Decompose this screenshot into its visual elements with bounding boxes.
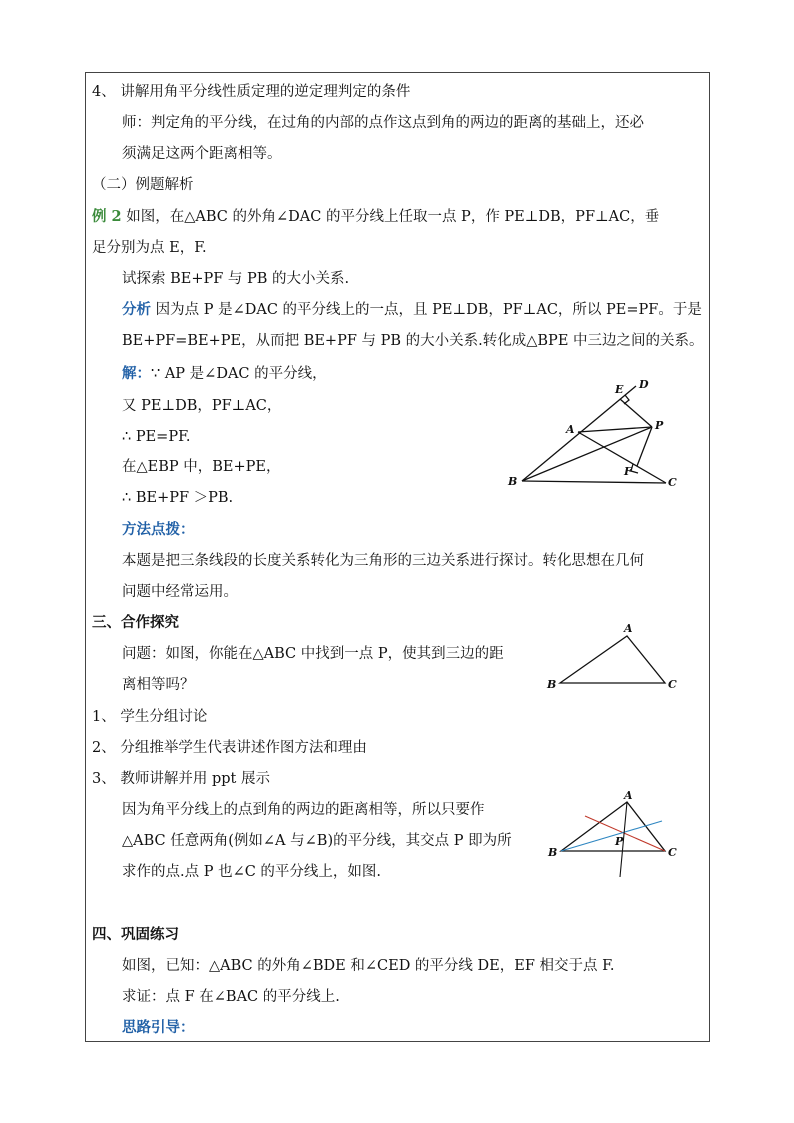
- fig2-label-B: B: [547, 678, 557, 691]
- teacher-note-line-1: 师：判定角的平分线，在过角的内部的点作这点到角的两边的距离的基础上，还必: [122, 115, 644, 131]
- fig1-label-D: D: [639, 378, 649, 391]
- example-text: 如图，在△ABC 的外角∠DAC 的平分线上任取一点 P，作 PE⊥DB，PF⊥AC，垂: [121, 209, 660, 225]
- analysis-line-1: [122, 300, 702, 320]
- item-4: 4、 讲解用角平分线性质定理的逆定理判定的条件: [92, 84, 411, 100]
- fig3-label-A: A: [624, 789, 633, 802]
- solution-line-4: 在△EBP 中，BE+PE，: [122, 459, 281, 475]
- fig1-label-B: B: [508, 475, 518, 488]
- example-figure: [500, 374, 690, 494]
- fig3-bisector-blue: [561, 821, 662, 851]
- fig1-line-BP: [522, 427, 652, 481]
- fig1-label-E: E: [615, 383, 624, 396]
- fig1-label-F: F: [624, 465, 632, 478]
- triangle-figure: [540, 618, 690, 696]
- method-label: 方法点拨：: [122, 521, 195, 538]
- question-line-2: 离相等吗？: [122, 677, 195, 693]
- bisector-figure: [540, 785, 690, 880]
- solution-label: 解：: [122, 365, 151, 382]
- fig2-label-C: C: [668, 678, 677, 691]
- example-line-1: [92, 207, 659, 227]
- method-line-1: 本题是把三条线段的长度关系转化为三角形的三边关系进行探讨。转化思想在几何: [122, 553, 644, 569]
- explain-line-3: 求作的点.点 P 也∠C 的平分线上，如图.: [122, 864, 382, 880]
- analysis-label: 分析: [122, 301, 151, 318]
- section-4-heading: 四、巩固练习: [92, 926, 179, 943]
- exercise-line-1: 如图，已知：△ABC 的外角∠BDE 和∠CED 的平分线 DE，EF 相交于点 F.: [122, 958, 615, 974]
- step-3: 3、 教师讲解并用 ppt 展示: [92, 771, 270, 787]
- hint-label: 思路引导：: [122, 1019, 195, 1036]
- teacher-note-line-2: 须满足这两个距离相等。: [122, 146, 282, 162]
- fig1-line-BC: [522, 481, 666, 483]
- fig3-label-P: P: [615, 835, 624, 848]
- explain-line-2: △ABC 任意两角(例如∠A 与∠B)的平分线，其交点 P 即为所: [122, 833, 512, 849]
- fig1-label-C: C: [668, 476, 677, 489]
- solution-line-5: ∴ BE+PF ＞PB.: [122, 490, 234, 506]
- fig3-label-B: B: [548, 846, 558, 859]
- section-3-heading: 三、合作探究: [92, 614, 179, 631]
- solution-line-2: 又 PE⊥DB，PF⊥AC，: [122, 398, 282, 414]
- question-line-1: 问题：如图，你能在△ABC 中找到一点 P，使其到三边的距: [122, 646, 504, 662]
- example-label: 例 2: [92, 208, 122, 225]
- example-question: 试探索 BE+PF 与 PB 的大小关系.: [122, 271, 350, 287]
- solution-text: ∵ AP 是∠DAC 的平分线，: [151, 366, 327, 382]
- fig2-label-A: A: [624, 622, 633, 635]
- analysis-line-2: BE+PF=BE+PE，从而把 BE+PF 与 PB 的大小关系.转化成△BPE 中三边之间的关系。: [122, 333, 704, 349]
- method-line-2: 问题中经常运用。: [122, 584, 238, 600]
- fig1-label-A: A: [566, 423, 575, 436]
- solution-line-3: ∴ PE=PF.: [122, 429, 191, 445]
- analysis-text: 因为点 P 是∠DAC 的平分线上的一点，且 PE⊥DB，PF⊥AC，所以 PE=PF。于是: [151, 302, 702, 318]
- fig1-label-P: P: [655, 419, 664, 432]
- example-line-2: 足分别为点 E，F.: [92, 240, 207, 256]
- explain-line-1: 因为角平分线上的点到角的两边的距离相等，所以只要作: [122, 802, 485, 818]
- solution-line-1: [122, 364, 327, 384]
- exercise-line-2: 求证：点 F 在∠BAC 的平分线上.: [122, 989, 340, 1005]
- subsection-heading: （二）例题解析: [92, 177, 194, 193]
- fig1-line-BD: [522, 386, 636, 481]
- fig1-right-angle-E: [624, 395, 629, 404]
- step-1: 1、 学生分组讨论: [92, 709, 208, 725]
- step-2: 2、 分组推举学生代表讲述作图方法和理由: [92, 740, 367, 756]
- fig3-label-C: C: [668, 846, 677, 859]
